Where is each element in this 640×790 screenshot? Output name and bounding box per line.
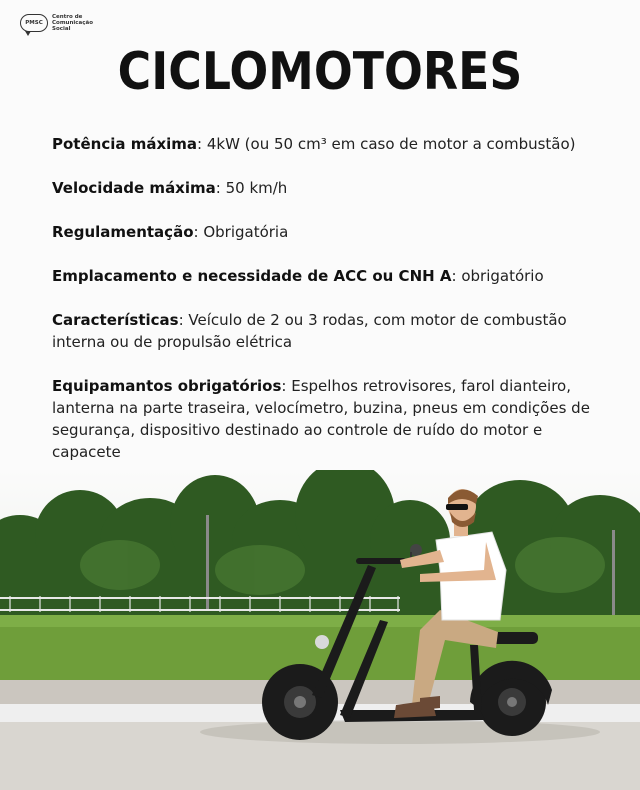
spec-item <box>52 133 592 155</box>
scooter-photo <box>0 470 640 790</box>
spec-label: Potência máxima <box>52 135 198 153</box>
lamp-post <box>206 515 209 610</box>
spec-item <box>52 177 592 199</box>
spec-item <box>52 265 592 287</box>
spec-value: : 50 km/h <box>215 179 288 197</box>
spec-item <box>52 221 592 243</box>
spec-label: Emplacamento e necessidade de ACC ou CNH A <box>52 267 452 285</box>
spec-value: : 4kW (ou 50 cm³ em caso de motor a combustão) <box>197 135 576 153</box>
spec-label: Equipamantos obrigatórios <box>52 377 282 395</box>
spec-item <box>52 375 592 463</box>
logo-badge: PMSC <box>20 14 48 32</box>
spec-item <box>52 309 592 353</box>
spec-value: : obrigatório <box>451 267 544 285</box>
pmsc-logo <box>20 14 93 32</box>
spec-label: Regulamentação <box>52 223 194 241</box>
page-title: CICLOMOTORES <box>117 42 523 102</box>
spec-value: : Obrigatória <box>193 223 289 241</box>
spec-value: : Veículo de 2 ou 3 rodas, com motor de combustão interna ou de propulsão elétrica <box>52 311 567 351</box>
spec-list <box>52 133 592 485</box>
spec-label: Características <box>52 311 179 329</box>
logo-text: Centro de Comunicação Social <box>52 14 93 32</box>
spec-value: : Espelhos retrovisores, farol dianteiro, lanterna na parte traseira, velocímetro, buzina, pneus em condições de segurança, dispositivo destinado ao controle de ruído do motor e capacete <box>52 377 590 461</box>
spec-label: Velocidade máxima <box>52 179 216 197</box>
